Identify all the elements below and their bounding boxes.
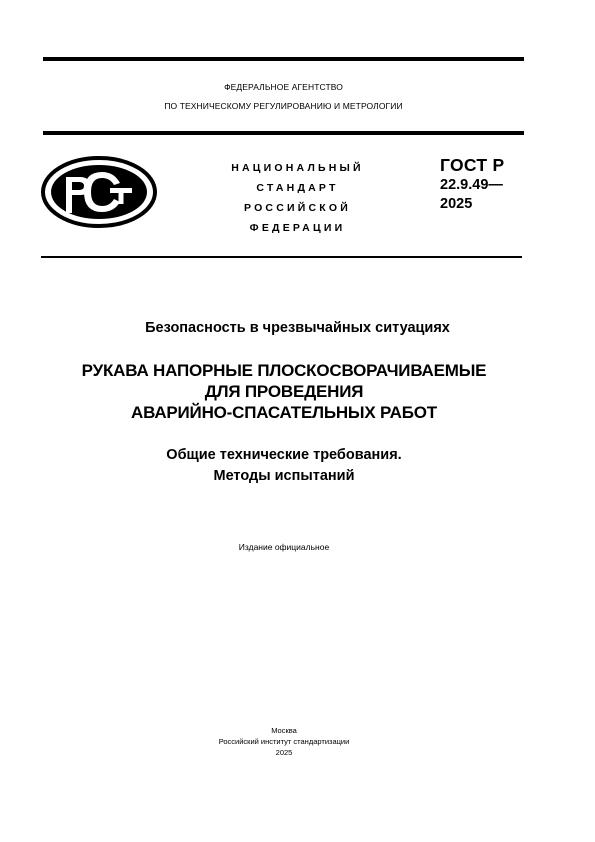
main-title-line: ДЛЯ ПРОВЕДЕНИЯ [204, 382, 364, 401]
national-standard-line: СТАНДАРТ [256, 182, 339, 194]
main-title [0, 360, 568, 423]
subject-heading: Безопасность в чрезвычайных ситуациях [145, 320, 450, 336]
subtitle [0, 445, 568, 487]
subtitle-line: Методы испытаний [213, 468, 355, 484]
main-title-line: АВАРИЙНО-СПАСАТЕЛЬНЫХ РАБОТ [131, 403, 437, 422]
national-standard-line: РОССИЙСКОЙ [244, 202, 351, 214]
national-standard-label [190, 158, 405, 238]
rst-emblem-icon [40, 155, 158, 229]
national-standard-line: ФЕДЕРАЦИИ [249, 222, 346, 234]
top-rule [43, 57, 524, 61]
gost-designation [440, 154, 505, 214]
gost-number: 22.9.49— [440, 177, 503, 193]
imprint [0, 725, 568, 758]
middle-rule [43, 131, 524, 135]
imprint-city: Москва [271, 726, 297, 735]
gost-year: 2025 [440, 196, 473, 212]
main-title-line: РУКАВА НАПОРНЫЕ ПЛОСКОСВОРАЧИВАЕМЫЕ [81, 361, 487, 380]
gost-prefix: ГОСТ Р [440, 155, 505, 175]
imprint-publisher: Российский институт стандартизации [218, 737, 350, 746]
imprint-year: 2025 [275, 748, 293, 757]
subtitle-line: Общие технические требования. [166, 447, 402, 463]
edition-label: Издание официальное [238, 542, 330, 552]
national-standard-line: НАЦИОНАЛЬНЫЙ [231, 162, 364, 174]
agency-name-line-2: ПО ТЕХНИЧЕСКОМУ РЕГУЛИРОВАНИЮ И МЕТРОЛОГИИ [164, 101, 403, 111]
agency-name-line-1: ФЕДЕРАЛЬНОЕ АГЕНТСТВО [224, 82, 343, 92]
bottom-rule [41, 256, 522, 258]
